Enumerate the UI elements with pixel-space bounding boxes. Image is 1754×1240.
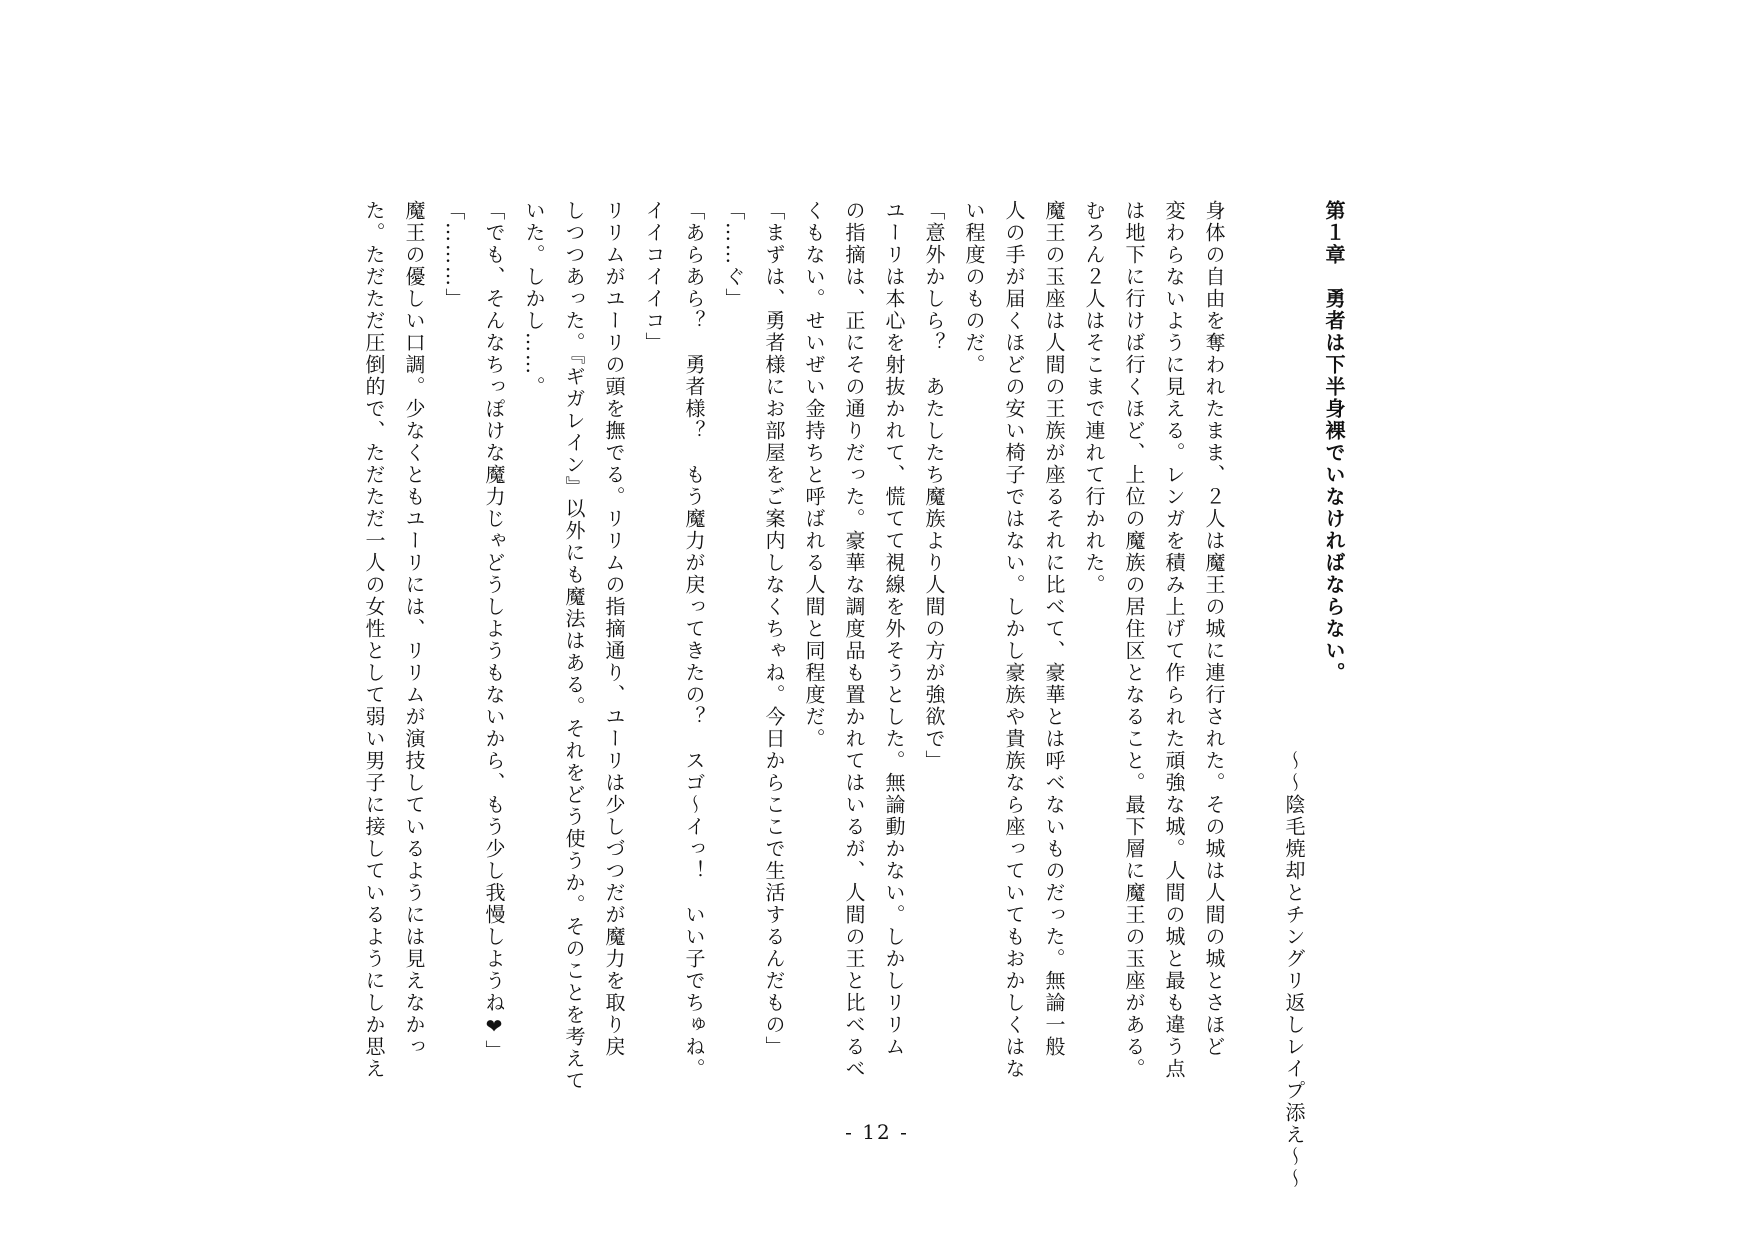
paragraph-spacer: [1234, 200, 1274, 1080]
body-line: リリムがユーリの頭を撫でる。リリムの指摘通り、ユーリは少しづつだが魔力を取り戻: [602, 200, 626, 1058]
body-line: 魔王の玉座は人間の王族が座るそれに比べて、豪華とは呼べないものだった。無論一般: [1042, 200, 1066, 1058]
body-line: 「まずは、勇者様にお部屋をご案内しなくちゃね。今日からここで生活するんだもの」: [762, 200, 786, 1058]
body-line: い程度のものだ。: [962, 200, 986, 376]
body-line: しつつあった。『ギガレイン』以外にも魔法はある。それをどう使うか。そのことを考えて: [562, 200, 586, 1092]
body-line: いた。しかし……。: [522, 200, 546, 398]
body-line: ユーリは本心を射抜かれて、慌てて視線を外そうとした。無論動かない。しかしリリム: [882, 200, 906, 1058]
body-line: 変わらないように見える。レンガを積み上げて作られた頑強な城。人間の城と最も違う点: [1162, 200, 1186, 1080]
chapter-subtitle: 〜〜陰毛焼却とチングリ返しレイプ添え〜〜: [1282, 750, 1306, 1190]
page-number: - 12 -: [845, 1120, 909, 1144]
body-line: 「……ぐ」: [722, 200, 746, 310]
body-line: 「でも、そんなちっぽけな魔力じゃどうしようもないから、もう少し我慢しようね❤」: [482, 200, 506, 1062]
body-line: 人の手が届くほどの安い椅子ではない。しかし豪族や貴族なら座っていてもおかしくはな: [1002, 200, 1026, 1080]
body-line: イイコイイコ」: [642, 200, 666, 354]
body-line: くもない。せいぜい金持ちと呼ばれる人間と同程度だ。: [802, 200, 826, 750]
body-line: た。ただただ圧倒的で、ただただ一人の女性として弱い男子に接しているようにしか思え: [362, 200, 386, 1080]
body-line: 「………」: [442, 200, 466, 310]
body-line: 魔王の優しい口調。少なくともユーリには、リリムが演技しているようには見えなかっ: [402, 200, 426, 1058]
body-line: の指摘は、正にその通りだった。豪華な調度品も置かれてはいるが、人間の王と比べるべ: [842, 200, 866, 1080]
body-line: は地下に行けば行くほど、上位の魔族の居住区となること。最下層に魔王の玉座がある。: [1122, 200, 1146, 1080]
body-line: 身体の自由を奪われたまま、２人は魔王の城に連行された。その城は人間の城とさほど: [1202, 200, 1226, 1058]
body-line: 「意外かしら？ あたしたち魔族より人間の方が強欲で」: [922, 200, 946, 772]
body-line: 「あらあら？ 勇者様？ もう魔力が戻ってきたの？ スゴ〜イっ！ いい子でちゅね。: [682, 200, 706, 1080]
chapter-title: 第１章 勇者は下半身裸でいなければならない。: [1322, 200, 1346, 684]
body-line: むろん２人はそこまで連れて行かれた。: [1082, 200, 1106, 596]
